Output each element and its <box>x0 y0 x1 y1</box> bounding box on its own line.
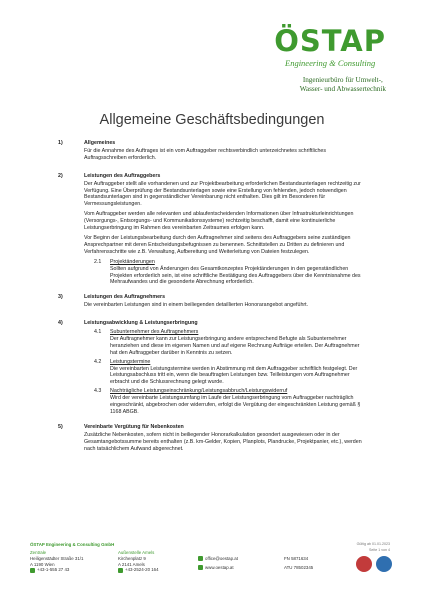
subsection-4-2 <box>84 359 366 387</box>
subsection-text: Sollten aufgrund von Änderungen des Gesamtkonzeptes Projektänderungen in den gegenständlichen Projekten erforderlich sein, ist eine schriftliche Bestätigung des Auftraggebers über die Kenntnisnahme des Mehraufwandes und die gesonderte Abrechnung erforderlich. <box>110 265 361 286</box>
footer-phone: +43-2524-20 164 <box>118 567 159 573</box>
company-tagline <box>300 76 386 94</box>
subsection-number: 4.1 <box>94 329 102 336</box>
page-info <box>357 542 390 554</box>
section-4 <box>58 320 366 416</box>
section-number: 2) <box>58 172 63 179</box>
certification-seal-icon <box>356 556 372 572</box>
footer-company: ÖSTAP Engineering & Consulting GmbH <box>30 542 115 547</box>
subsection-title: Subunternehmer des Auftragnehmers <box>110 329 199 336</box>
section-paragraph: Zusätzliche Nebenkosten, sofern nicht in beiliegender Honorarkalkulation gesondert ausgewiesen oder in der Gesamtangebotssumme bereits enthalten (z.B. km-Gelder, Kopien, Planplots, Plandrucke, Projektpanier, etc.), werden nach tatsächlichem Aufwand abgerechnet. <box>84 431 362 452</box>
section-number: 3) <box>58 294 63 301</box>
footer-label: Außenstelle Amels <box>118 550 155 555</box>
subsection-2-1 <box>84 259 366 287</box>
footer-city: A 2141 Amels <box>118 561 145 567</box>
company-logo <box>274 26 386 68</box>
phone-icon <box>30 568 35 573</box>
section-number: 5) <box>58 423 63 430</box>
logo-subtitle: Engineering & Consulting <box>285 58 376 68</box>
subsection-text: Die vereinbarten Leistungstermine werden in Abstimmung mit dem Auftraggeber schriftlich festgelegt. Der Leistungsabschluss tritt ein, wenn die beauftragten Leistungen bzw. Teilleistungen vom Auftragnehmer erbracht und die Schlussrechnung gelegt wurde. <box>110 365 358 386</box>
document-title: Allgemeine Geschäftsbedingungen <box>99 112 325 128</box>
section-paragraph: Vor Beginn der Leistungsbearbeitung durch den Auftragnehmer sind seitens des Auftraggebers seine zuständigen Ansprechpartner mit deren Entscheidungsbefugnissen zu benennen. Schnittstellen zu Dritten zu definieren und Verfahrensschritte wie z.B. Verwaltung, Aufbereitung und Weiterleitung von Dateien festzulegen. <box>84 234 351 255</box>
subsection-number: 2.1 <box>94 258 102 265</box>
section-number: 4) <box>58 320 63 327</box>
section-2 <box>58 173 366 287</box>
page-number: Seite 1 von 4 <box>369 547 390 552</box>
page-footer <box>30 542 394 592</box>
section-5 <box>58 424 366 456</box>
footer-label: Zentrale <box>30 550 47 555</box>
section-title: Allgemeines <box>84 140 116 146</box>
subsection-text: Wird der vereinbarte Leistungsumfang im Laufe der Leistungserbringung vom Auftraggeber nachträglich eingeschränkt, abgebrochen oder widerrufen, erfolgt die Vergütung der eingeschränkten Leistung gemäß § 1168 ABGB. <box>110 395 361 415</box>
footer-fn: FN 5871634 <box>284 556 309 561</box>
tagline-line-2: Wasser- und Abwassertechnik <box>299 85 386 93</box>
footer-address-main <box>30 550 83 573</box>
section-3 <box>58 294 366 312</box>
footer-registry <box>284 556 313 571</box>
section-title: Leistungen des Auftraggebers <box>84 172 161 179</box>
phone-icon <box>118 568 123 573</box>
subsection-4-1 <box>84 329 366 357</box>
footer-atu: ATU 78502345 <box>284 564 314 570</box>
section-paragraph: Für die Annahme des Auftrages ist ein vom Auftraggeber rechtsverbindlich unterzeichnetes schriftliches Auftragsschreiben erforderlich. <box>84 147 327 161</box>
section-title: Leistungen des Auftragnehmers <box>84 294 166 301</box>
section-paragraph: Vom Auftraggeber werden alle relevanten und ablaufentscheidenden Informationen über Infrastrukturleinrichtungen (Versorgungs-, Entsorgungs- und Kommunikationssysteme) rechtzeitig beschafft, damit eine kontinuierliche Leistungserbringung im Rahmen des vereinbarten Zeitraumes erfolgen kann. <box>84 211 354 232</box>
section-1 <box>58 140 366 165</box>
subsection-number: 4.3 <box>94 388 102 395</box>
footer-street: Heiligenstädter Straße 31/1 <box>30 555 84 561</box>
subsection-title: Leistungstermine <box>110 358 151 365</box>
logo-wordmark: ÖSTAP <box>274 24 386 58</box>
tagline-line-1: Ingenieurbüro für Umwelt-, <box>302 76 383 84</box>
footer-web[interactable]: www.oestap.at <box>198 565 238 571</box>
section-title: Leistungsabwicklung & Leistungserbringung <box>84 320 198 327</box>
valid-from: Gültig ab 01.01.2023 <box>356 542 390 546</box>
section-number: 1) <box>58 140 63 146</box>
footer-email[interactable]: office@oestap.at <box>198 556 238 562</box>
terms-content <box>58 140 366 456</box>
subsection-4-3 <box>84 388 366 416</box>
footer-street: Kirchenplatz 9 <box>118 555 146 561</box>
globe-icon <box>198 565 203 570</box>
quality-seal-icon <box>376 556 392 572</box>
subsection-title: Nachträgliche Leistungseinschränkung/Leistungsabbruch/Leistungswiderruf <box>110 388 288 395</box>
section-title: Vereinbarte Vergütung für Nebenkosten <box>84 423 184 430</box>
footer-city: A 1190 Wien <box>30 561 55 567</box>
section-paragraph: Der Auftraggeber stellt alle vorhandenen und zur Projektbearbeitung erforderlichen Bestandsunterlagen rechtzeitig zur Verfügung. Eine Überprüfung der Bestandsunterlagen sowie eine Erstellung von fehlenden, jedoch notwendigen Bestandsunterlagen sind in gegenständlicher Vereinbarung nicht enthalten. Dies gilt im Besonderen für Vermessungsleistungen. <box>84 180 361 208</box>
section-paragraph: Die vereinbarten Leistungen sind in einem beiliegenden detaillierten Honorarangebot angeführt. <box>84 302 309 309</box>
subsection-number: 4.2 <box>94 358 102 365</box>
footer-contact <box>198 556 238 571</box>
footer-phone: +43-1-555 27 43 <box>30 567 83 573</box>
subsection-title: Projektänderungen <box>110 258 155 265</box>
footer-address-branch <box>118 550 159 573</box>
subsection-text: Der Auftragnehmer kann zur Leistungserbringung andere entsprechend Befugte als Subunternehmer heranziehen und diese im eigenen Namen und auf eigene Rechnung Aufträge erteilen. Der Auftragnehmer hat den Auftraggeber darüber in Kenntnis zu setzen. <box>110 335 360 356</box>
email-icon <box>198 556 203 561</box>
